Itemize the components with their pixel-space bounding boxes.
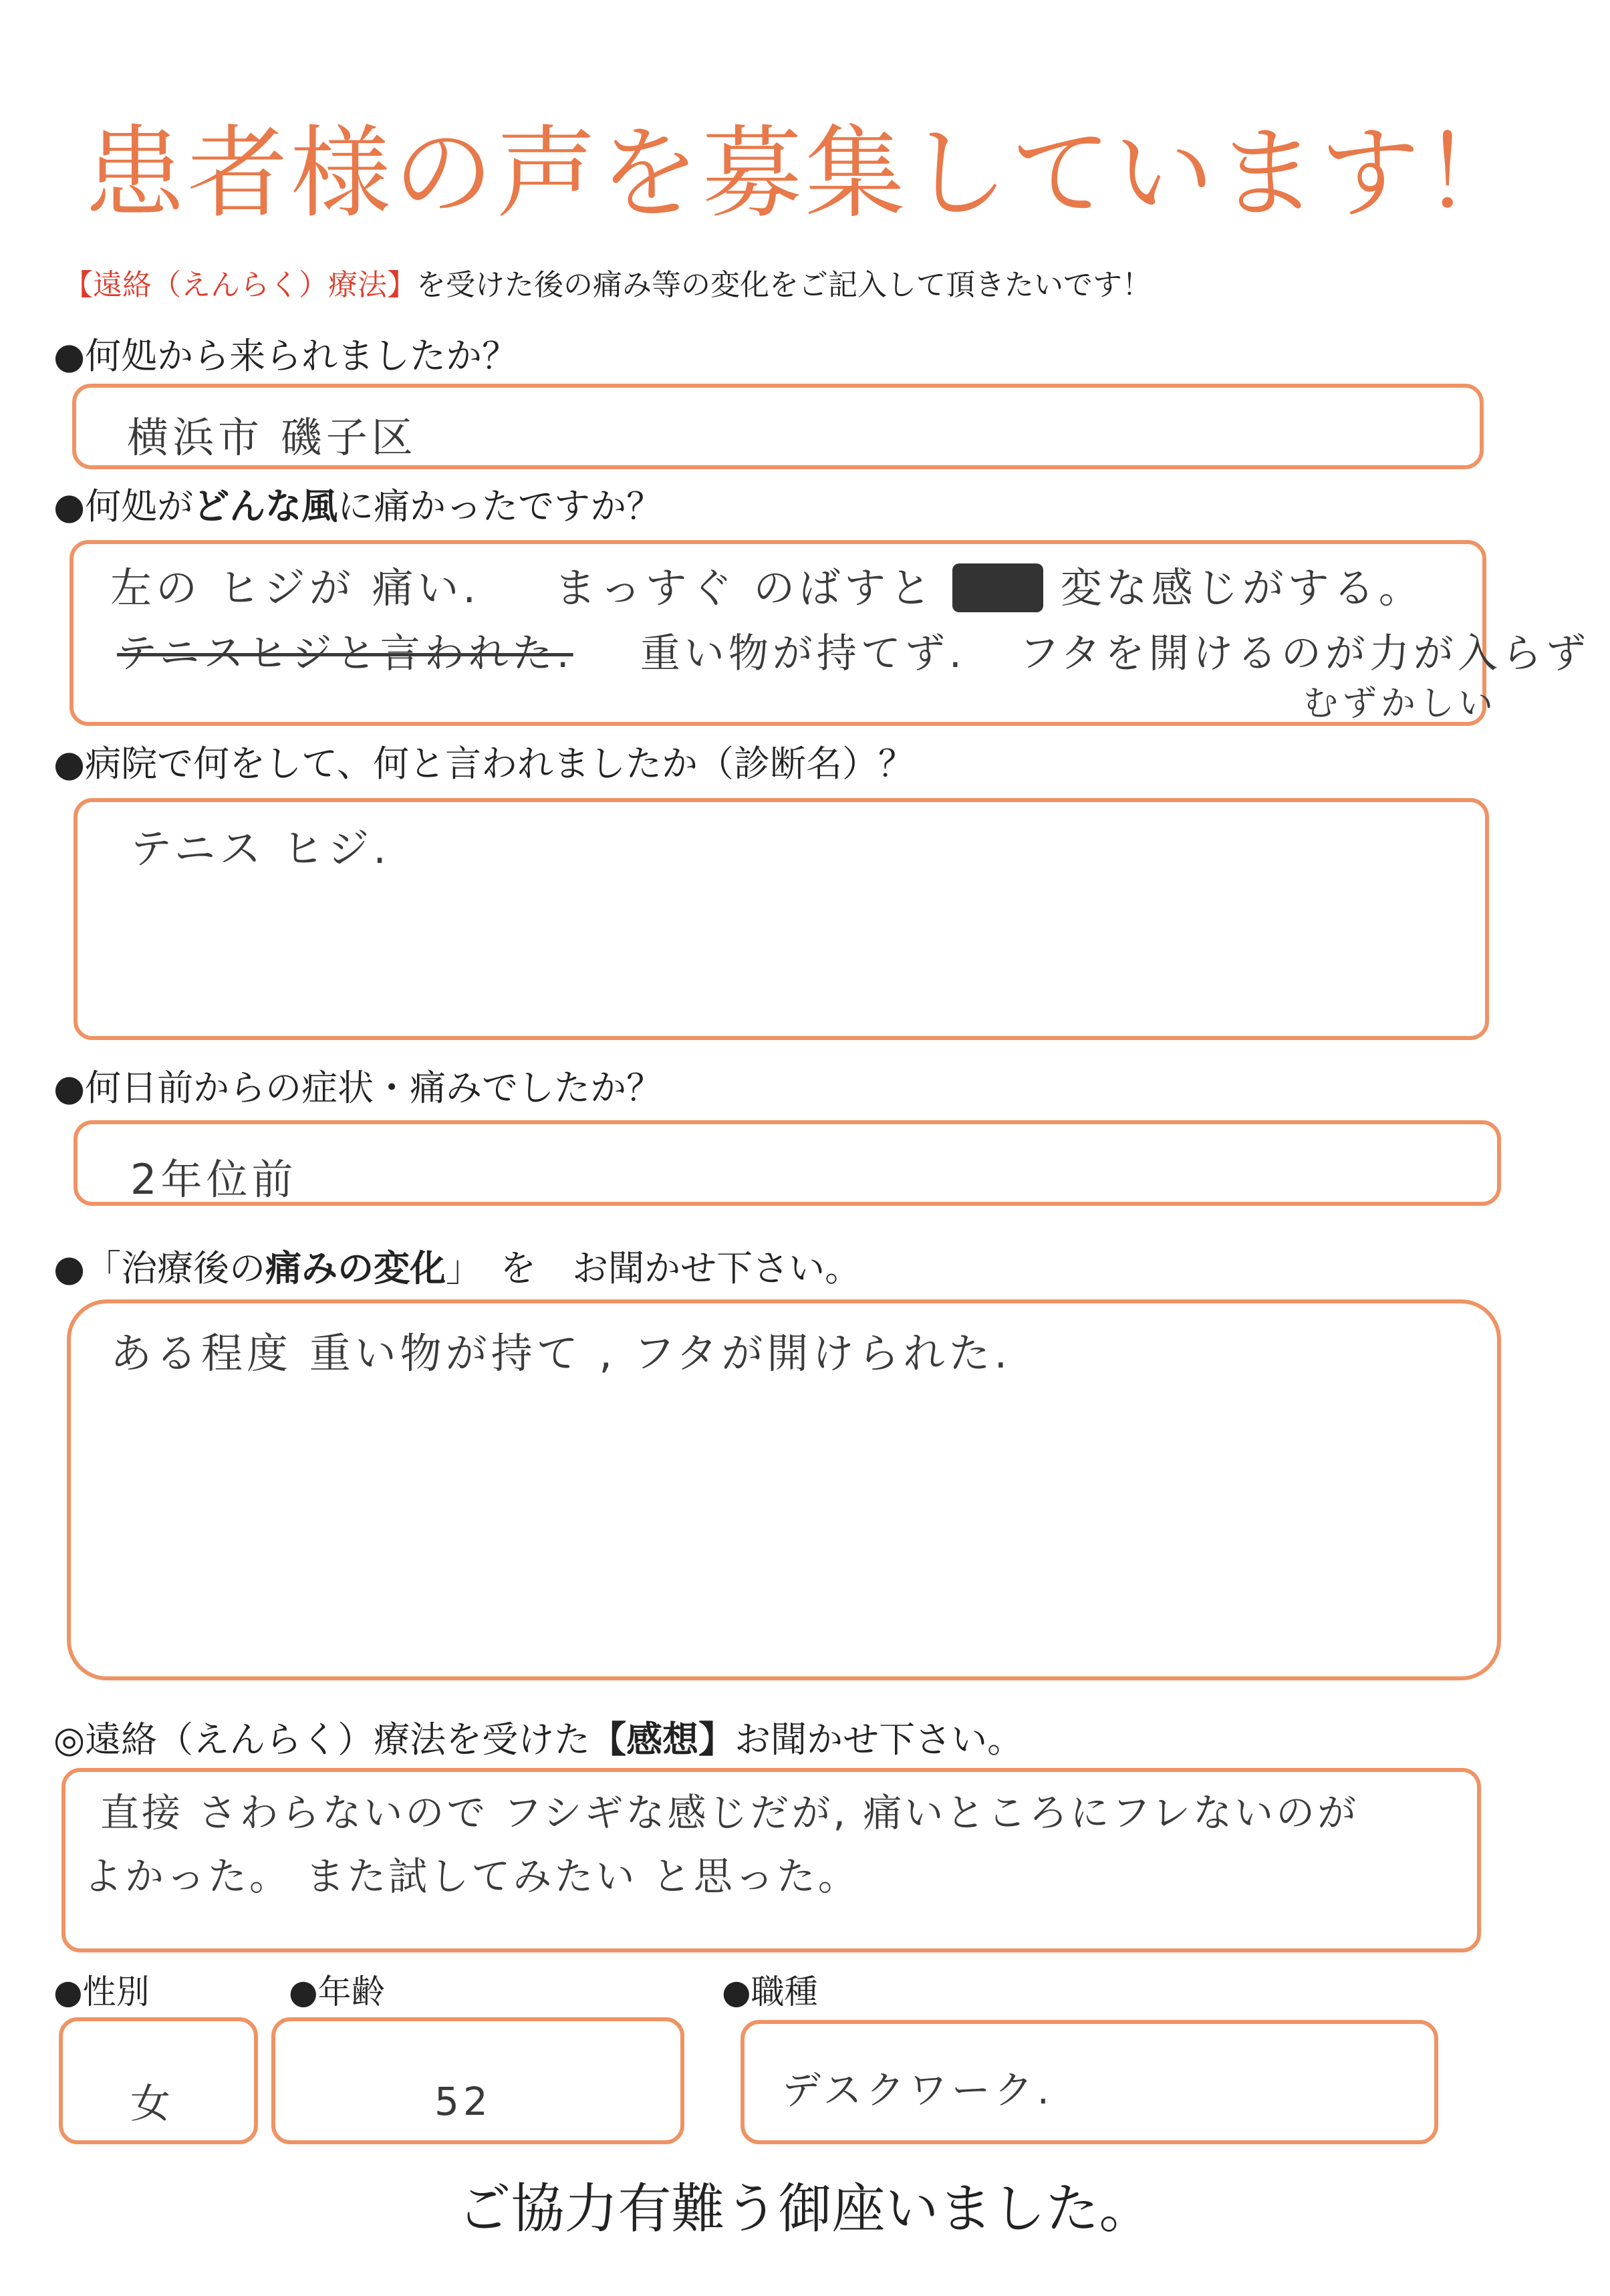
page-title: 患者様の声を募集しています！ <box>84 116 1526 232</box>
q2-label-bold: どんな風 <box>193 485 338 527</box>
question-origin-label: ●何処から来られましたか？ <box>53 335 519 377</box>
answer-pain-line2-b: 重い物が持てず. <box>640 630 966 677</box>
answer-onset: 2年位前 <box>130 1155 297 1204</box>
answer-pain-line2-c: フタを開けるのが力が入らず <box>1019 630 1590 677</box>
answer-pain-line1-c: 変な感じがする。 <box>1060 563 1424 612</box>
answer-pain-line1-b: まっすぐ のばすと <box>554 563 936 612</box>
answer-diagnosis: テニス ヒジ. <box>130 824 390 873</box>
answer-pain-line3: むずかしい <box>1303 684 1498 724</box>
answer-pain-change: ある程度 重い物が持て , フタが開けられた. <box>110 1329 1012 1378</box>
q5-label-bold: 痛みの変化 <box>265 1247 446 1289</box>
question-impression-label <box>53 1711 1023 1763</box>
crossed-out-scribble <box>952 563 1043 612</box>
question-hospital-diagnosis-label: ●病院で何をして、何と言われましたか（診断名）？ <box>53 743 915 785</box>
question-pain-description-label <box>53 478 662 529</box>
q6-label-pre: ◎遠絡（えんらく）療法を受けた <box>53 1718 591 1761</box>
occupation-label: ●職種 <box>722 1972 818 2011</box>
gender-label: ●性別 <box>53 1972 150 2011</box>
answer-gender: 女 <box>130 2081 174 2128</box>
answer-pain-line1 <box>110 555 1424 614</box>
age-label: ●年齢 <box>289 1972 385 2011</box>
answer-origin: 横浜市 磯子区 <box>127 413 417 462</box>
q6-label-post: お聞かせ下さい。 <box>734 1718 1024 1761</box>
q5-label-pre: ●「治療後の <box>53 1247 266 1289</box>
answer-pain-line1-a: 左の ヒジが 痛い. <box>110 563 481 612</box>
subtitle-accent: 【遠絡（えんらく）療法】 <box>63 268 416 302</box>
q5-label-post: 」 を お聞かせ下さい。 <box>446 1247 861 1289</box>
page-subtitle <box>63 261 1152 303</box>
answer-impression-line1: 直接 さわらないので フシギな感じだが, 痛いところにフレないのが <box>100 1790 1359 1835</box>
answer-pain-line2 <box>117 622 1590 679</box>
answer-impression-line2: よかった。 また試してみたい と思った。 <box>84 1854 859 1899</box>
answer-occupation: デスクワーク. <box>782 2067 1054 2113</box>
question-onset-label: ●何日前からの症状・痛みでしたか？ <box>53 1067 663 1109</box>
q2-label-post: に痛かったですか？ <box>338 485 663 527</box>
q6-label-bold: 【感想】 <box>590 1718 735 1761</box>
answer-age: 52 <box>434 2079 492 2124</box>
q2-label-pre: ●何処が <box>53 485 194 527</box>
question-pain-change-label <box>53 1240 861 1291</box>
answer-pain-line2-a-struck: テニスヒジと言われた. <box>117 630 573 677</box>
footer-thanks: ご協力有難う御座いました。 <box>457 2178 1153 2240</box>
subtitle-text: を受けた後の痛み等の変化をご記入して頂きたいです！ <box>416 268 1152 302</box>
